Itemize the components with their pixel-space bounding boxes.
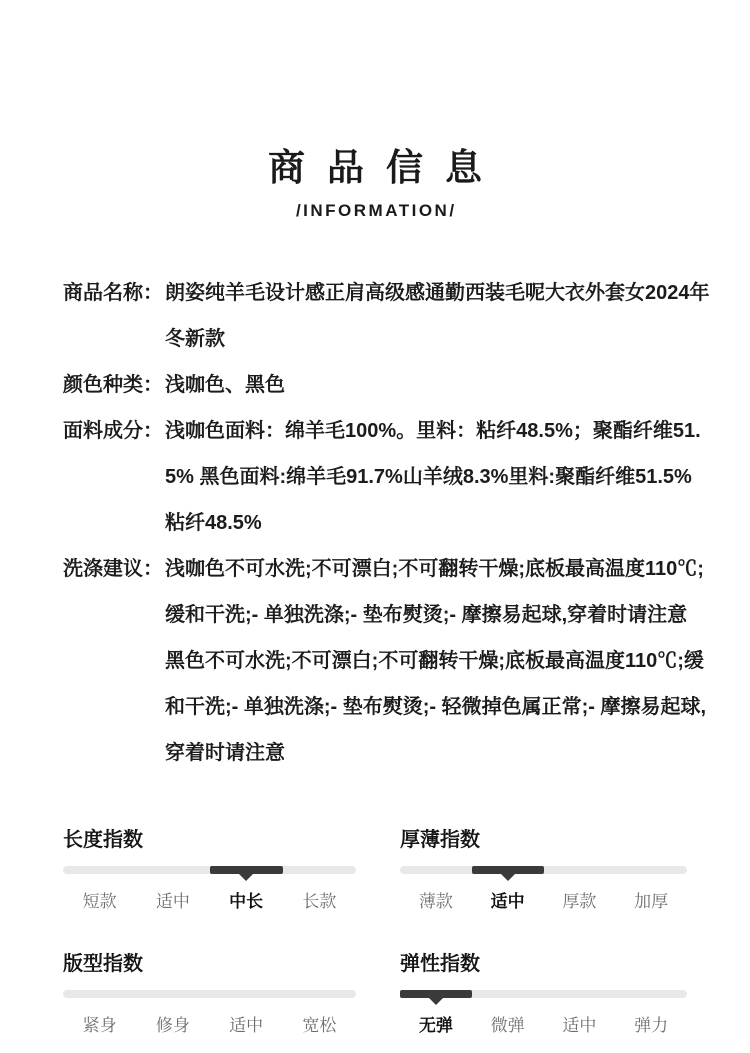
info-value-line: 浅咖色面料：绵羊毛100%。里料：粘纤48.5%；聚酯纤维51. xyxy=(165,420,701,442)
scale-option: 长款 xyxy=(302,892,337,911)
info-label: 商品名称： xyxy=(63,282,163,304)
info-value-line: 浅咖色、黑色 xyxy=(165,374,285,396)
scale-option: 宽松 xyxy=(302,1016,337,1035)
scale-segment xyxy=(472,990,544,998)
info-value xyxy=(165,546,713,776)
scale-segment xyxy=(544,990,616,998)
info-row-washing xyxy=(63,546,713,776)
info-value-line: 穿着时请注意 xyxy=(165,742,285,764)
page-title: 商品信息 xyxy=(268,147,504,188)
scale-option: 短款 xyxy=(82,892,117,911)
info-row-fabric xyxy=(63,408,713,546)
scale-options xyxy=(63,890,356,914)
scale-option: 适中 xyxy=(490,892,525,911)
scale-option: 适中 xyxy=(155,892,190,911)
scale-option: 修身 xyxy=(155,1016,190,1035)
scale-title: 版型指数 xyxy=(63,953,143,975)
info-value xyxy=(165,408,713,546)
scale-bar xyxy=(63,866,356,874)
scale-option: 厚款 xyxy=(562,892,597,911)
scale-options xyxy=(400,890,687,914)
scale-segment xyxy=(544,866,616,874)
scale-option: 加厚 xyxy=(634,892,669,911)
scale-fit-index xyxy=(63,952,356,1038)
scale-segment xyxy=(400,866,472,874)
scale-options xyxy=(63,1014,356,1038)
scale-segment xyxy=(136,866,209,874)
info-value xyxy=(165,362,713,408)
info-value xyxy=(165,270,713,362)
scale-option: 弹力 xyxy=(634,1016,669,1035)
info-value-line: 粘纤48.5% xyxy=(165,512,262,534)
scale-option: 无弹 xyxy=(418,1016,453,1035)
info-value-line: 缓和干洗;- 单独洗涤;- 垫布熨烫;- 摩擦易起球,穿着时请注意 xyxy=(165,604,688,626)
scale-segment xyxy=(210,990,283,998)
scale-title: 厚薄指数 xyxy=(400,829,480,851)
scale-option: 中长 xyxy=(229,892,264,911)
scale-option: 适中 xyxy=(229,1016,264,1035)
scale-title: 弹性指数 xyxy=(400,953,480,975)
scale-segment xyxy=(210,866,283,874)
scale-options xyxy=(400,1014,687,1038)
info-row-colors xyxy=(63,362,713,408)
info-value-line: 冬新款 xyxy=(165,328,225,350)
scale-segment xyxy=(400,990,472,998)
scale-thickness-index xyxy=(400,828,687,914)
scale-segment xyxy=(63,990,136,998)
scale-segment xyxy=(283,866,356,874)
scale-segment xyxy=(63,866,136,874)
scale-segment xyxy=(283,990,356,998)
info-list xyxy=(63,270,713,776)
scale-bar xyxy=(400,990,687,998)
scale-segment xyxy=(472,866,544,874)
info-value-line: 浅咖色不可水洗;不可漂白;不可翻转干燥;底板最高温度110℃; xyxy=(165,558,704,580)
info-value-line: 朗姿纯羊毛设计感正肩高级感通勤西装毛呢大衣外套女2024年 xyxy=(165,282,710,304)
scale-option: 微弹 xyxy=(490,1016,525,1035)
info-label: 洗涤建议： xyxy=(63,558,163,580)
info-value-line: 黑色不可水洗;不可漂白;不可翻转干燥;底板最高温度110℃;缓 xyxy=(165,650,704,672)
info-label: 面料成分： xyxy=(63,420,163,442)
scale-segment xyxy=(615,866,687,874)
info-value-line: 和干洗;- 单独洗涤;- 垫布熨烫;- 轻微掉色属正常;- 摩擦易起球, xyxy=(165,696,707,718)
scale-option: 薄款 xyxy=(418,892,453,911)
scale-bar xyxy=(400,866,687,874)
scale-length-index xyxy=(63,828,356,914)
scale-segment xyxy=(615,990,687,998)
scale-segment xyxy=(136,990,209,998)
scale-option: 适中 xyxy=(562,1016,597,1035)
scale-elasticity-index xyxy=(400,952,687,1038)
scale-option: 紧身 xyxy=(82,1016,117,1035)
scale-title: 长度指数 xyxy=(63,829,143,851)
info-value-line: 5% 黑色面料:绵羊毛91.7%山羊绒8.3%里料:聚酯纤维51.5% xyxy=(165,466,692,488)
info-row-product-name xyxy=(63,270,713,362)
info-label: 颜色种类： xyxy=(63,374,163,396)
index-scales xyxy=(63,828,687,1038)
scale-bar xyxy=(63,990,356,998)
page-subtitle: /INFORMATION/ xyxy=(295,201,457,220)
